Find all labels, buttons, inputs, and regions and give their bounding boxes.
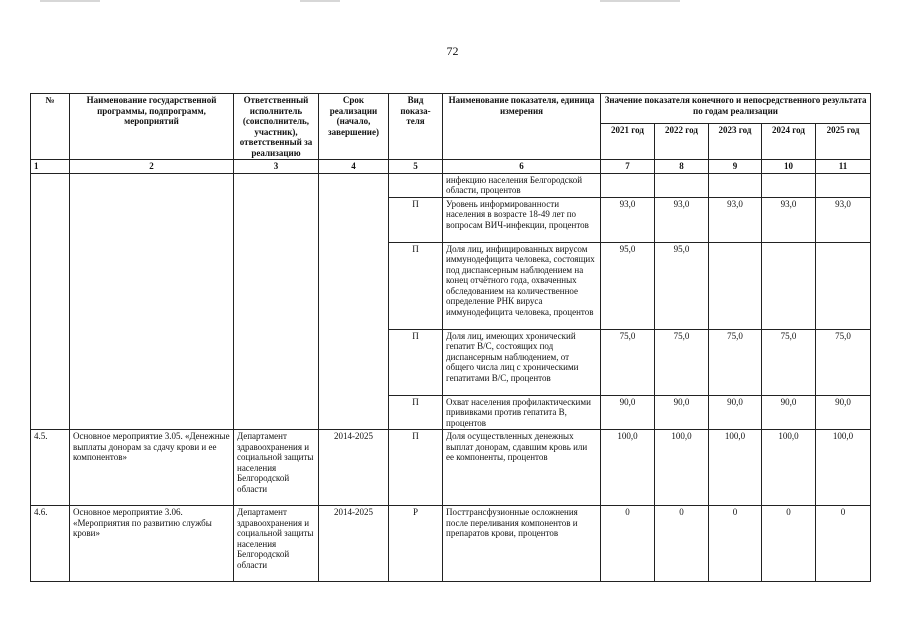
cell-value-2023: 75,0 (709, 329, 762, 395)
header-indicator-name: Наименование показателя, единица измерения (443, 94, 601, 160)
cell-value-2024: 75,0 (762, 329, 816, 395)
cell-value-2024: 100,0 (762, 430, 816, 506)
cell-value-2023 (709, 173, 762, 197)
cell-indicator-type: П (389, 430, 443, 506)
cell-indicator-name: инфекцию населения Белгородской области, процентов (443, 173, 601, 197)
cell-indicator-name: Доля лиц, инфицированных вирусом иммунодефицита человека, состоящих под диспансерным наблюдением на конец отчётного года, охваченных обследованием на количественное определение РНК вируса иммунодефицита человека, процентов (443, 242, 601, 329)
column-number: 7 (601, 160, 655, 174)
cell-value-2024 (762, 242, 816, 329)
cell-value-2024: 93,0 (762, 197, 816, 242)
cell-value-2024 (762, 173, 816, 197)
table-row (31, 430, 871, 506)
cell-value-2022: 100,0 (655, 430, 709, 506)
cell-responsible: Департамент здравоохранения и социальной защиты населения Белгородской области (234, 506, 319, 582)
header-responsible: Ответственный исполнитель (соисполнитель, участник), ответственный за реализацию (234, 94, 319, 160)
cell-value-2025 (816, 173, 871, 197)
header-year-2024: 2024 год (762, 124, 816, 160)
cell-period: 2014-2025 (319, 506, 389, 582)
cell-value-2022: 0 (655, 506, 709, 582)
cell-value-2025: 93,0 (816, 197, 871, 242)
cell-period (319, 173, 389, 430)
column-number: 4 (319, 160, 389, 174)
cell-num (31, 173, 70, 430)
column-number: 10 (762, 160, 816, 174)
column-number: 6 (443, 160, 601, 174)
cell-value-2023 (709, 242, 762, 329)
cell-indicator-name: Доля осуществленных денежных выплат донорам, сдавшим кровь или ее компоненты, процентов (443, 430, 601, 506)
cell-value-2024: 90,0 (762, 395, 816, 430)
cell-indicator-name: Уровень информированности населения в возрасте 18-49 лет по вопросам ВИЧ-инфекции, процентов (443, 197, 601, 242)
cell-value-2023: 100,0 (709, 430, 762, 506)
column-numbers-row (31, 160, 871, 174)
column-number: 5 (389, 160, 443, 174)
header-year-2022: 2022 год (655, 124, 709, 160)
cell-value-2022: 90,0 (655, 395, 709, 430)
header-year-2025: 2025 год (816, 124, 871, 160)
cell-value-2025: 90,0 (816, 395, 871, 430)
column-number: 3 (234, 160, 319, 174)
cell-indicator-name: Доля лиц, имеющих хронический гепатит В/С, состоящих под диспансерным наблюдением, от общего числа лиц с хроническими гепатитами В/С, процентов (443, 329, 601, 395)
column-number: 1 (31, 160, 70, 174)
cell-value-2025: 75,0 (816, 329, 871, 395)
indicators-table (30, 93, 871, 582)
cell-indicator-type: П (389, 329, 443, 395)
cell-value-2025 (816, 242, 871, 329)
cell-value-2024: 0 (762, 506, 816, 582)
table-row (31, 506, 871, 582)
cell-value-2023: 0 (709, 506, 762, 582)
cell-value-2021: 0 (601, 506, 655, 582)
top-scan-strip (0, 0, 905, 4)
cell-value-2021: 93,0 (601, 197, 655, 242)
cell-value-2021 (601, 173, 655, 197)
cell-value-2021: 95,0 (601, 242, 655, 329)
cell-value-2021: 100,0 (601, 430, 655, 506)
cell-period: 2014-2025 (319, 430, 389, 506)
header-period: Срок реализации (начало, завершение) (319, 94, 389, 160)
header-year-2021: 2021 год (601, 124, 655, 160)
header-num: № (31, 94, 70, 160)
page-number: 72 (446, 44, 459, 58)
cell-indicator-name: Посттрансфузионные осложнения после переливания компонентов и препаратов крови, процентов (443, 506, 601, 582)
column-number: 8 (655, 160, 709, 174)
cell-program (70, 173, 234, 430)
cell-program: Основное мероприятие 3.05. «Денежные выплаты донорам за сдачу крови и ее компонентов» (70, 430, 234, 506)
column-number: 11 (816, 160, 871, 174)
cell-value-2025: 100,0 (816, 430, 871, 506)
cell-indicator-name: Охват населения профилактическими прививками против гепатита В, процентов (443, 395, 601, 430)
cell-indicator-type: П (389, 242, 443, 329)
cell-num: 4.6. (31, 506, 70, 582)
cell-value-2022: 75,0 (655, 329, 709, 395)
cell-value-2023: 93,0 (709, 197, 762, 242)
cell-value-2023: 90,0 (709, 395, 762, 430)
column-number: 9 (709, 160, 762, 174)
cell-value-2021: 75,0 (601, 329, 655, 395)
cell-value-2022: 93,0 (655, 197, 709, 242)
header-indicator-type: Вид показа-теля (389, 94, 443, 160)
table-row (31, 173, 871, 197)
cell-indicator-type: П (389, 395, 443, 430)
cell-indicator-type: П (389, 197, 443, 242)
cell-num: 4.5. (31, 430, 70, 506)
cell-value-2022: 95,0 (655, 242, 709, 329)
header-year-2023: 2023 год (709, 124, 762, 160)
cell-value-2021: 90,0 (601, 395, 655, 430)
cell-value-2025: 0 (816, 506, 871, 582)
header-values-group: Значение показателя конечного и непосредственного результата по годам реализации (601, 94, 871, 124)
column-number: 2 (70, 160, 234, 174)
header-row-1 (31, 94, 871, 124)
cell-program: Основное мероприятие 3.06. «Мероприятия по развитию службы крови» (70, 506, 234, 582)
cell-responsible (234, 173, 319, 430)
header-program: Наименование государственной программы, подпрограмм, мероприятий (70, 94, 234, 160)
cell-indicator-type (389, 173, 443, 197)
cell-responsible: Департамент здравоохранения и социальной защиты населения Белгородской области (234, 430, 319, 506)
cell-value-2022 (655, 173, 709, 197)
cell-indicator-type: Р (389, 506, 443, 582)
